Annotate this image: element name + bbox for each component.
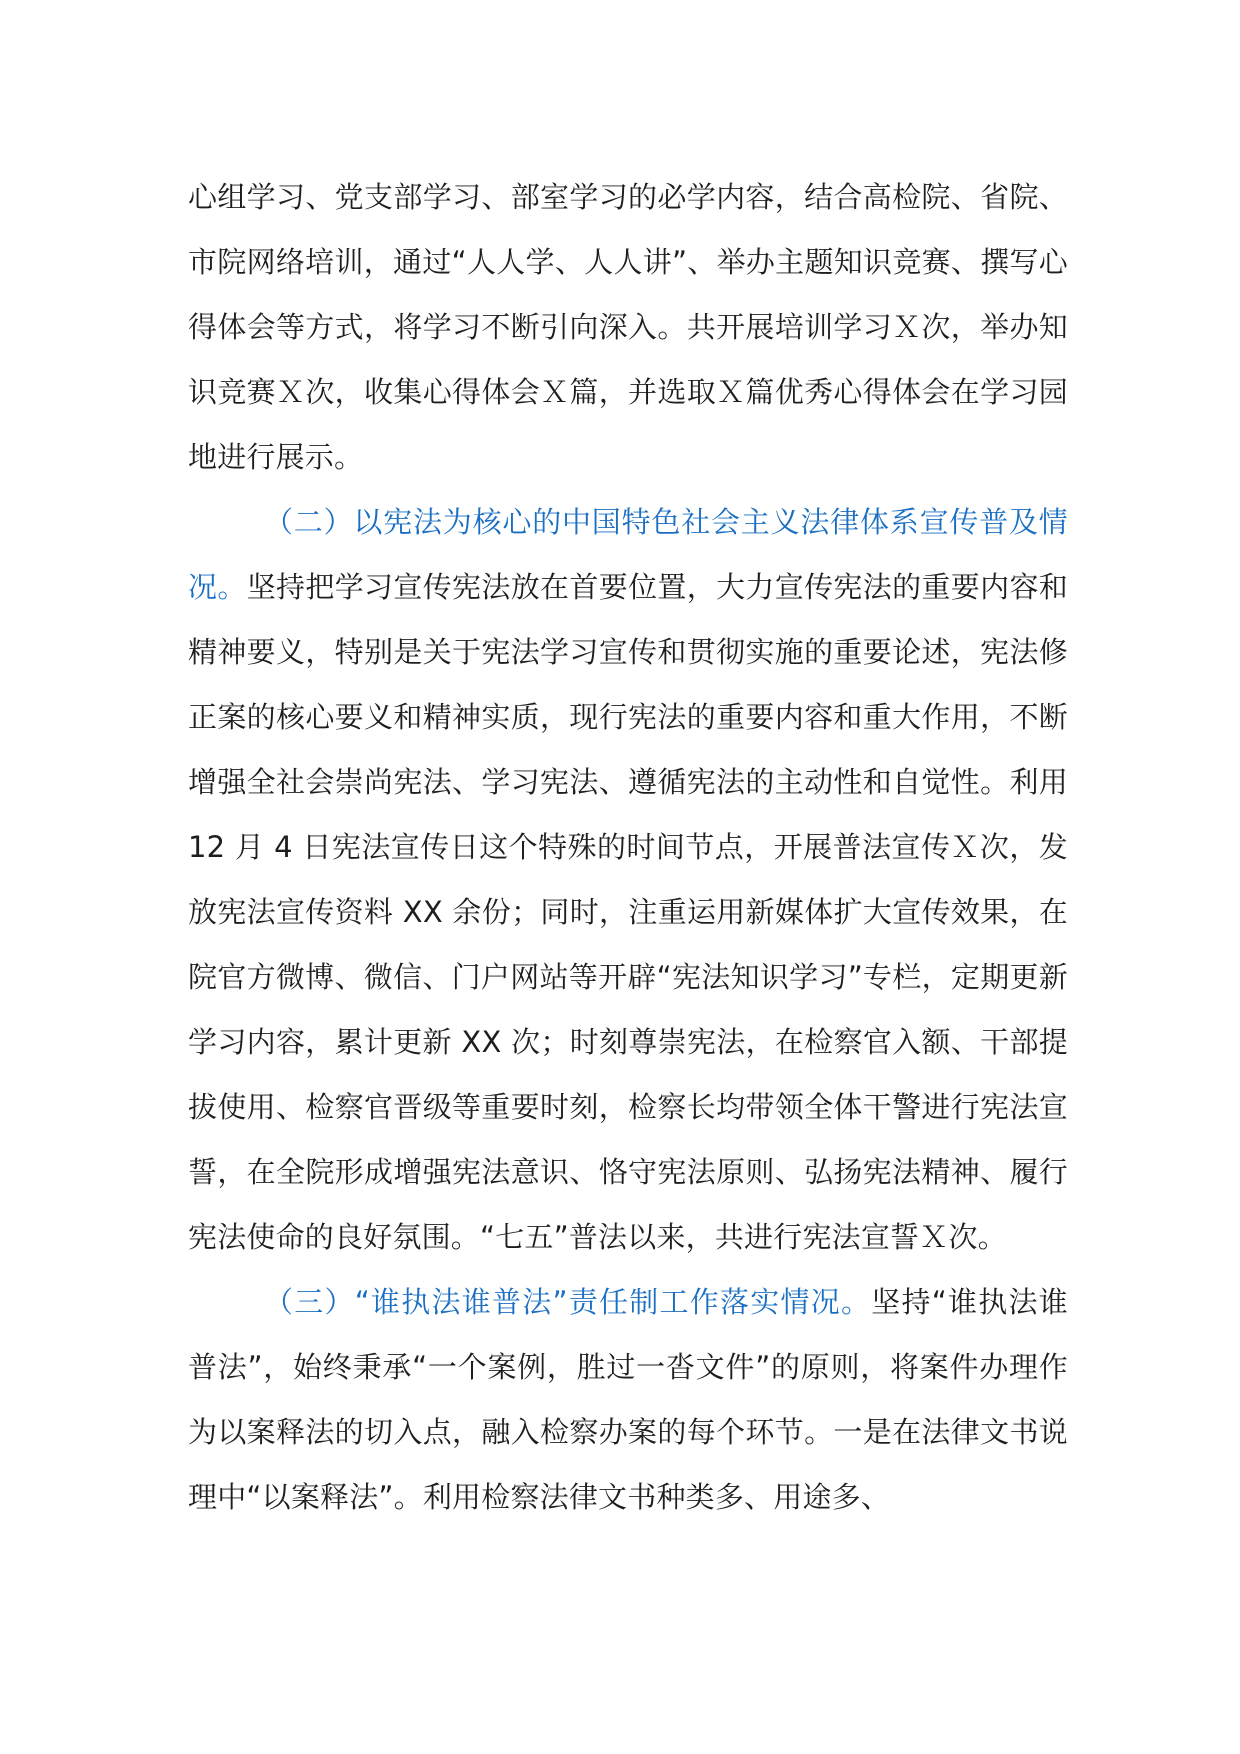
paragraph-text: 心组学习、党支部学习、部室学习的必学内容，结合高检院、省院、市院网络培训，通过“人人学、人人讲”、举办主题知识竞赛、撰写心得体会等方式，将学习不断引向深入。共开展培训学习Ｘ次，举办知识竞赛Ｘ次，收集心得体会Ｘ篇，并选取Ｘ篇优秀心得体会在学习园地进行展示。: [188, 180, 1068, 474]
document-body: [188, 165, 1068, 1530]
paragraph-text: 坚持“谁执法谁普法”，始终秉承“一个案例，胜过一沓文件”的原则，将案件办理作为以案释法的切入点，融入检察办案的每个环节。一是在法律文书说理中“以案释法”。利用检察法律文书种类多、用途多、: [188, 1285, 1068, 1514]
section-heading-three: （三）“谁执法谁普法”责任制工作落实情况。: [264, 1285, 872, 1319]
paragraph-constitution-publicity: [188, 490, 1068, 1270]
paragraph-text: 坚持把学习宣传宪法放在首要位置，大力宣传宪法的重要内容和精神要义，特别是关于宪法学习宣传和贯彻实施的重要论述，宪法修正案的核心要义和精神实质，现行宪法的重要内容和重大作用，不断增强全社会崇尚宪法、学习宪法、遵循宪法的主动性和自觉性。利用 12 月 4 日宪法宣传日这个特殊的时间节点，开展普法宣传Ｘ次，发放宪法宣传资料 XX 余份；同时，注重运用新媒体扩大宣传效果，在院官方微博、微信、门户网站等开辟“宪法知识学习”专栏，定期更新学习内容，累计更新 XX 次；时刻尊崇宪法，在检察官入额、干部提拔使用、检察官晋级等重要时刻，检察长均带领全体干警进行宪法宣誓，在全院形成增强宪法意识、恪守宪法原则、弘扬宪法精神、履行宪法使命的良好氛围。“七五”普法以来，共进行宪法宣誓Ｘ次。: [188, 570, 1068, 1254]
section-heading-two: （二）以宪法为核心的中国特色社会主义法律体系宣传普及情况。: [188, 505, 1068, 604]
paragraph-continuation: [188, 165, 1068, 490]
paragraph-responsibility-system: [188, 1270, 1068, 1530]
